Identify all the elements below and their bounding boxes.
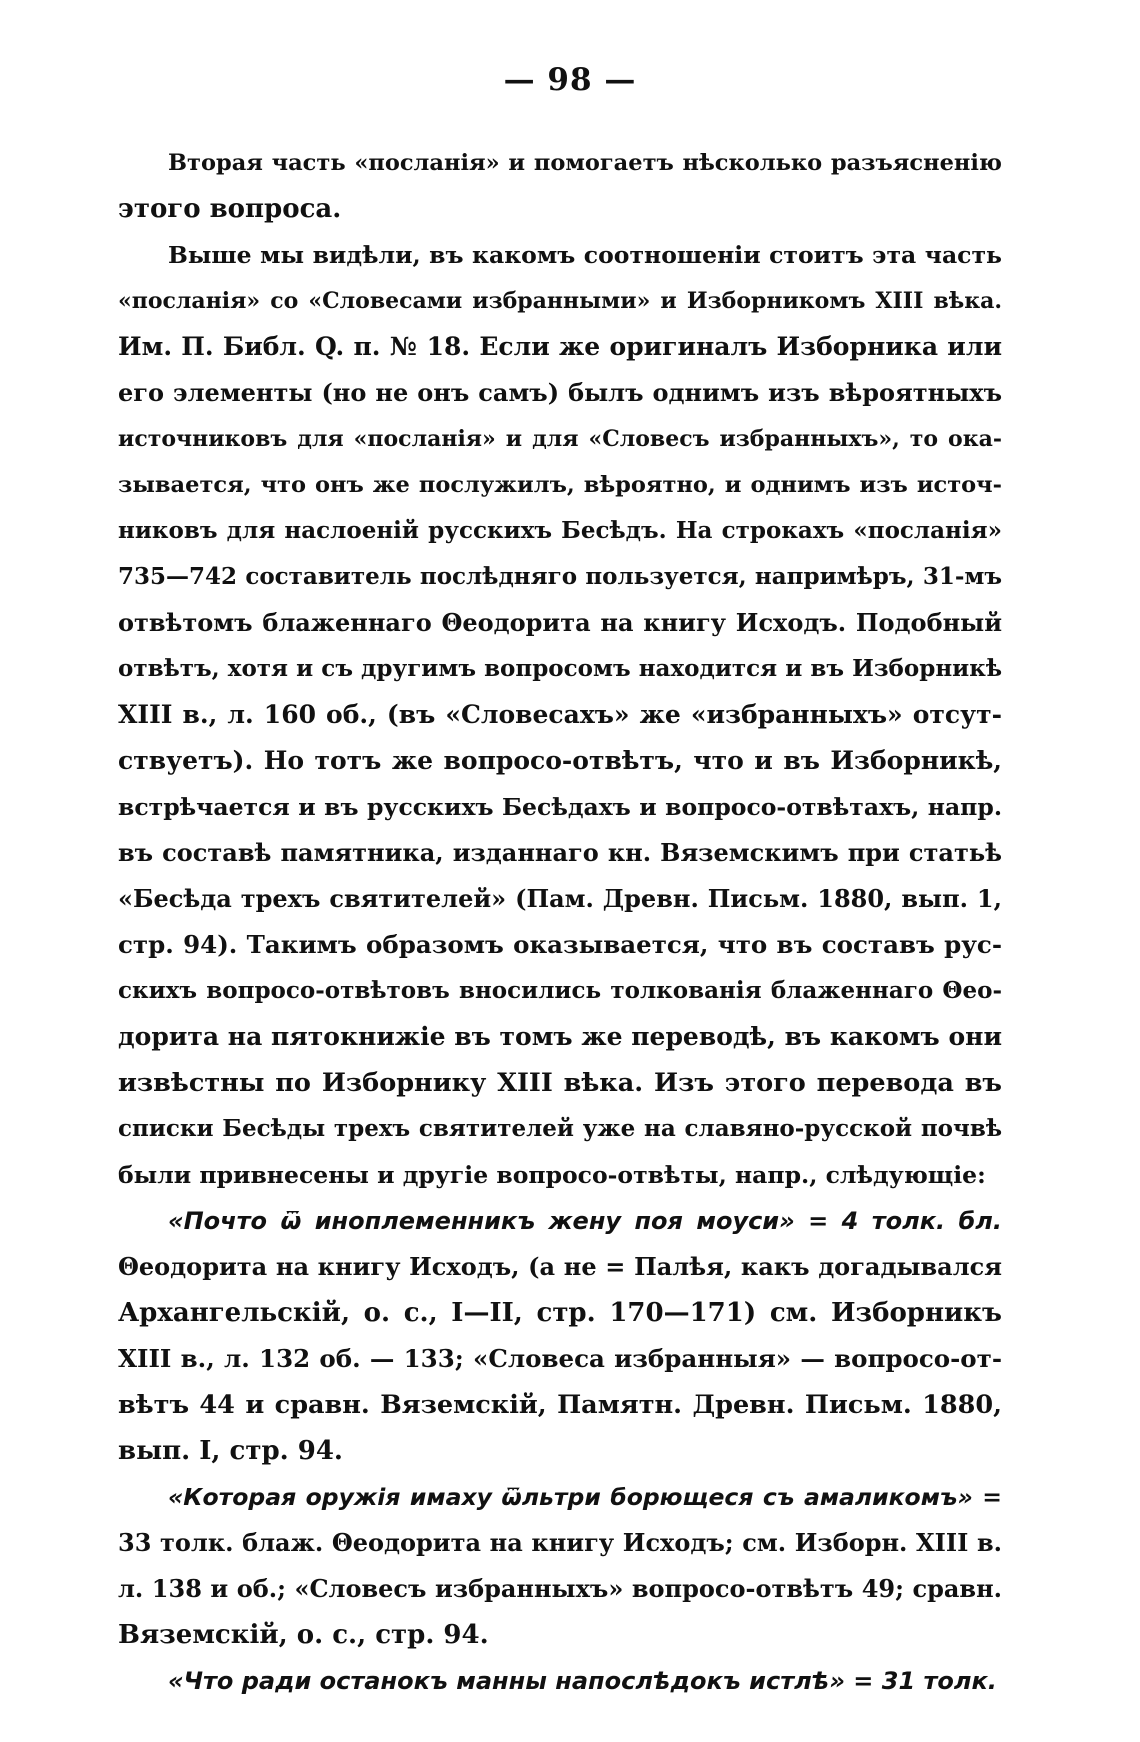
text-line: дорита на пятокнижіе въ томъ же переводѣ, въ какомъ они: [118, 1022, 1002, 1051]
text-line: извѣстны по Изборнику XIII вѣка. Изъ этого перевода въ: [118, 1068, 1002, 1098]
text-line: Вторая часть «посланія» и помогаетъ нѣсколько разъясненію: [168, 150, 1002, 176]
text-line: его элементы (но не онъ самъ) былъ однимъ изъ вѣроятныхъ: [118, 378, 1002, 407]
text-line: «Почто ѿ иноплеменникъ жену поя моуси» = 4 толк. бл.: [168, 1207, 1002, 1235]
text-line: вып. I, стр. 94.: [118, 1436, 343, 1466]
text-line: встрѣчается и въ русскихъ Бесѣдахъ и вопросо-отвѣтахъ, напр.: [118, 793, 1002, 821]
text-line: л. 138 и об.; «Словесъ избранныхъ» вопросо-отвѣтъ 49; сравн.: [118, 1574, 1002, 1603]
text-line: Архангельскій, о. с., I—II, стр. 170—171) см. Изборникъ: [118, 1298, 1002, 1328]
text-line: никовъ для наслоеній русскихъ Бесѣдъ. На строкахъ «посланія»: [118, 517, 1002, 544]
text-line: отвѣтомъ блаженнаго Θеодорита на книгу Исходъ. Подобный: [118, 608, 1002, 637]
text-line: XIII в., л. 160 об., (въ «Словесахъ» же «избранныхъ» отсут-: [118, 700, 1002, 729]
text-line: ствуетъ). Но тотъ же вопросо-отвѣтъ, что и въ Изборникѣ,: [118, 746, 1002, 775]
text-line: были привнесены и другіе вопросо-отвѣты, напр., слѣдующіе:: [118, 1161, 986, 1189]
text-line: Им. П. Библ. Q. п. № 18. Если же оригиналъ Изборника или: [118, 332, 1002, 361]
text-line: въ составѣ памятника, изданнаго кн. Вяземскимъ при статьѣ: [118, 838, 1002, 867]
text-line: источниковъ для «посланія» и для «Словесъ избранныхъ», то ока-: [118, 426, 1002, 452]
text-line: «Что ради останокъ манны напослѣдокъ истлѣ» = 31 толк.: [168, 1667, 997, 1695]
text-line: «Которая оружія имаху ѿльтри борющеся съ амаликомъ» =: [168, 1483, 1002, 1511]
text-line: стр. 94). Такимъ образомъ оказывается, что въ составъ рус-: [118, 930, 1002, 959]
text-line: вѣтъ 44 и сравн. Вяземскій, Памятн. Древн. Письм. 1880,: [118, 1390, 1002, 1420]
text-line: Θеодорита на книгу Исходъ, (а не = Палѣя, какъ догадывался: [118, 1252, 1002, 1281]
body-text: [118, 140, 1002, 1704]
text-line: Вяземскій, о. с., стр. 94.: [118, 1620, 489, 1650]
page-number: — 98 —: [503, 62, 637, 98]
text-line: 33 толк. блаж. Θеодорита на книгу Исходъ; см. Изборн. XIII в.: [118, 1528, 1002, 1557]
text-line: скихъ вопросо-отвѣтовъ вносились толкованія блаженнаго Θео-: [118, 977, 1002, 1004]
text-line: списки Бесѣды трехъ святителей уже на славяно-русской почвѣ: [118, 1115, 1002, 1142]
text-line: XIII в., л. 132 об. — 133; «Словеса избранныя» — вопросо-от-: [118, 1344, 1002, 1373]
text-line: этого вопроса.: [118, 194, 342, 224]
text-line: 735—742 составитель послѣдняго пользуется, напримѣръ, 31-мъ: [118, 563, 1002, 590]
text-line: Выше мы видѣли, въ какомъ соотношеніи стоитъ эта часть: [168, 241, 1002, 269]
text-line: отвѣтъ, хотя и съ другимъ вопросомъ находится и въ Изборникѣ: [118, 655, 1002, 682]
text-line: зывается, что онъ же послужилъ, вѣроятно, и однимъ изъ источ-: [118, 472, 1002, 498]
text-line: «Бесѣда трехъ святителей» (Пам. Древн. Письм. 1880, вып. 1,: [118, 884, 1002, 913]
text-line: «посланія» со «Словесами избранными» и Изборникомъ XIII вѣка.: [118, 288, 1002, 314]
